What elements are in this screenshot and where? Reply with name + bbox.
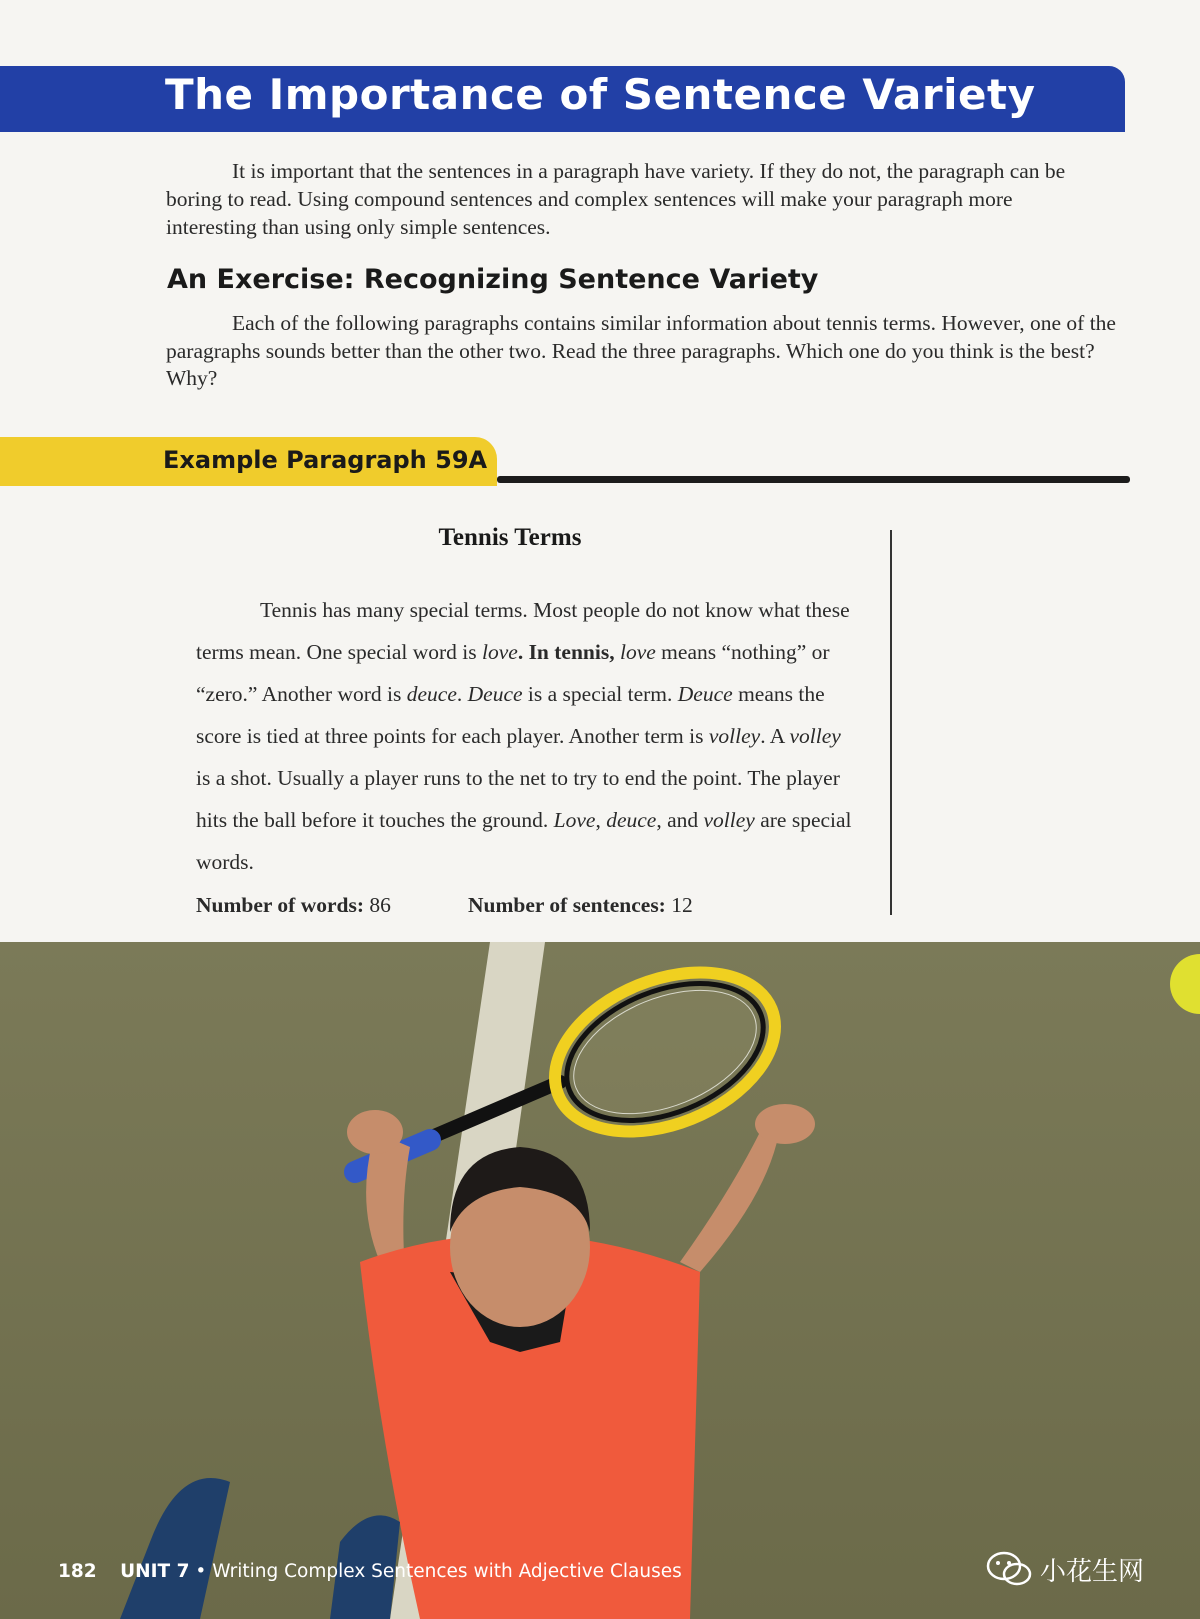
paragraph-stats: [196, 893, 693, 918]
para-term: love: [619, 640, 656, 664]
page-number: 182: [58, 1561, 97, 1582]
word-count: [196, 893, 391, 917]
intro-text: It is important that the sentences in a paragraph have variety. If they do not, the paragraph can be boring to read. Using compound sentences and complex sentences will make your paragraph more interesting than using only simple sentences.: [166, 159, 1066, 239]
page-title: The Importance of Sentence Variety: [165, 70, 1036, 119]
example-rule: [497, 476, 1130, 483]
example-label: Example Paragraph 59A: [163, 446, 488, 474]
para-term: Love: [553, 808, 596, 832]
exercise-text: Each of the following paragraphs contains similar information about tennis terms. However, one of the paragraphs sounds better than the other two. Read the three paragraphs. Which one do you think is the best? Why?: [166, 311, 1116, 390]
watermark-text: 小花生网: [1040, 1556, 1145, 1587]
exercise-heading: An Exercise: Recognizing Sentence Variety: [167, 264, 819, 295]
para-text: is a special term.: [522, 682, 678, 706]
word-count-value: 86: [369, 893, 391, 917]
exercise-paragraph: [166, 310, 1126, 393]
para-text: ,: [595, 808, 607, 832]
unit-title: Writing Complex Sentences with Adjective Clauses: [212, 1561, 682, 1582]
intro-paragraph: [166, 157, 1106, 241]
para-text: Tennis has many special terms. Most people do not know what these terms mean. One special word is: [196, 598, 850, 664]
para-term: Deuce: [467, 682, 523, 706]
tennis-player-photo: [0, 942, 1200, 1619]
page-footer: [58, 1561, 682, 1582]
para-term: Deuce: [677, 682, 733, 706]
para-text: . A: [760, 724, 790, 748]
watermark: [986, 1550, 1144, 1588]
para-term: volley: [789, 724, 841, 748]
para-text: .: [456, 682, 468, 706]
unit-label: UNIT 7: [120, 1561, 190, 1582]
para-term: volley: [703, 808, 755, 832]
para-text: . In tennis,: [517, 640, 620, 664]
footer-separator: •: [195, 1561, 207, 1582]
sentence-count-value: 12: [671, 893, 693, 917]
para-term: deuce: [606, 808, 657, 832]
para-text: is a shot. Usually a player runs to the net to try to end the point. The player hits the ball before it touches the ground.: [196, 766, 840, 832]
sentence-count: [468, 893, 693, 918]
example-paragraph: [196, 589, 856, 883]
para-text: , and: [656, 808, 704, 832]
wechat-icon: [986, 1550, 1032, 1588]
para-term: deuce: [406, 682, 457, 706]
para-text: means “nothing” or “zero.” Another word is: [196, 640, 830, 706]
vertical-rule: [890, 530, 892, 915]
paragraph-title: Tennis Terms: [438, 524, 582, 551]
para-text: are special words.: [196, 808, 852, 874]
para-term: volley: [708, 724, 761, 748]
para-term: love: [482, 640, 518, 664]
word-count-label: Number of words:: [196, 893, 365, 917]
para-text: means the score is tied at three points for each player. Another term is: [196, 682, 825, 748]
sentence-count-label: Number of sentences:: [468, 893, 666, 917]
